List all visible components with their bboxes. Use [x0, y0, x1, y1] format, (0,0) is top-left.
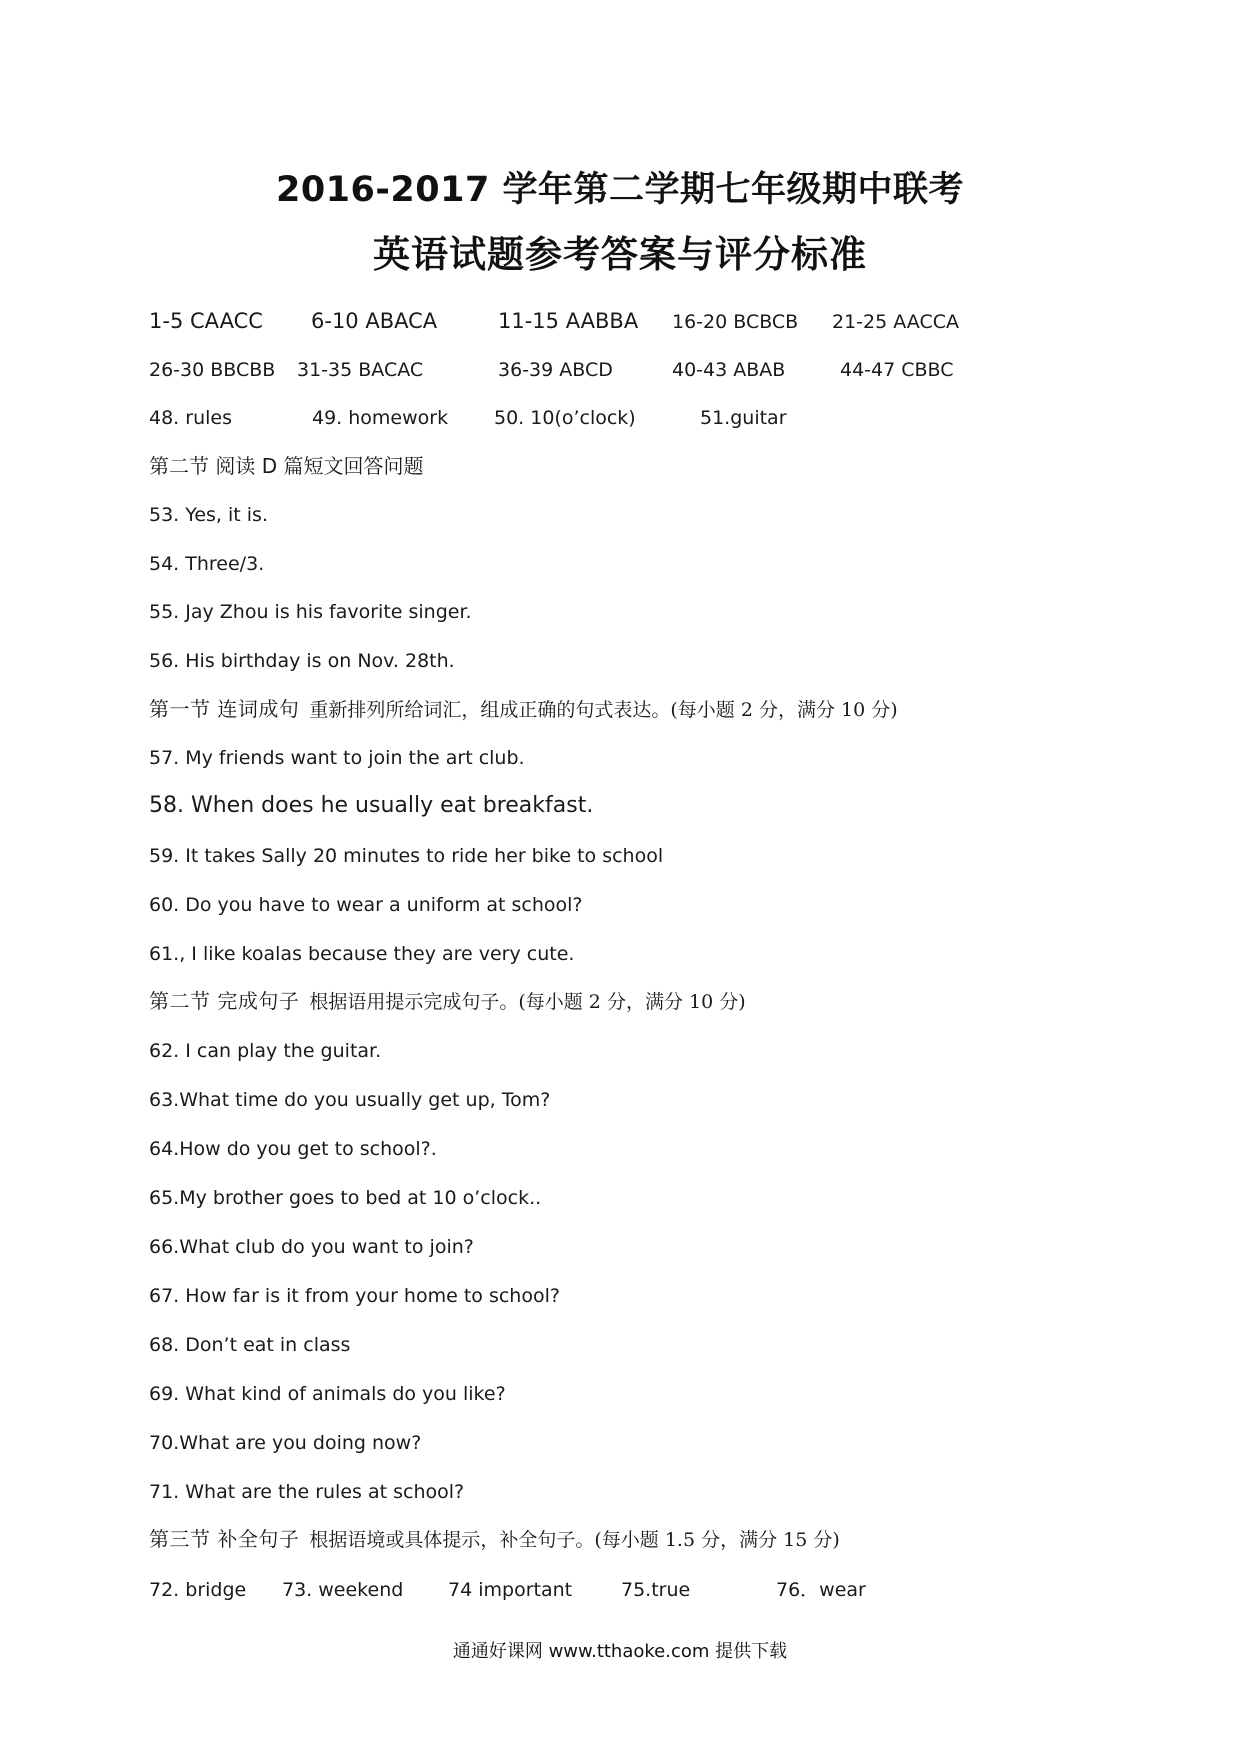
answer-cell: 11-15 AABBA: [498, 309, 639, 333]
answer-line: 62. I can play the guitar.: [149, 1040, 382, 1062]
answer-cell: 50. 10(o’clock): [494, 407, 636, 429]
section-description: 根据语用提示完成句子。(每小题 2 分，满分 10 分): [309, 991, 746, 1013]
answer-cell: 6-10 ABACA: [311, 309, 438, 333]
section-description: 根据语境或具体提示，补全句子。(每小题 1.5 分，满分 15 分): [309, 1529, 840, 1551]
answer-cell: 73. weekend: [282, 1579, 404, 1601]
answer-cell: 74 important: [448, 1579, 573, 1601]
section-head: 第二节 完成句子: [149, 989, 300, 1013]
answer-cell: 44-47 CBBC: [840, 359, 954, 381]
answer-line: 63.What time do you usually get up, Tom?: [149, 1089, 551, 1111]
answer-cell: 16-20 BCBCB: [672, 311, 799, 333]
document-title: 2016-2017 学年第二学期七年级期中联考: [275, 170, 965, 210]
answer-cell: 1-5 CAACC: [149, 309, 263, 333]
answer-line: 70.What are you doing now?: [149, 1432, 422, 1454]
answer-cell: 75.true: [621, 1579, 691, 1601]
answer-cell: 49. homework: [312, 407, 449, 429]
answer-line: 53. Yes, it is.: [149, 504, 268, 526]
answer-cell: 76．wear: [776, 1579, 866, 1601]
section-heading-word-order: [149, 697, 898, 722]
answer-line: 65.My brother goes to bed at 10 o’clock..: [149, 1187, 542, 1209]
answer-cell: 48. rules: [149, 407, 232, 429]
answer-line: 64.How do you get to school?.: [149, 1138, 437, 1160]
section-description: 重新排列所给词汇，组成正确的句式表达。(每小题 2 分，满分 10 分): [309, 699, 898, 721]
answer-cell: 72. bridge: [149, 1579, 247, 1601]
answer-line: 56. His birthday is on Nov. 28th.: [149, 650, 455, 672]
answer-cell: 40-43 ABAB: [672, 359, 786, 381]
answer-line: 60. Do you have to wear a uniform at school?: [149, 894, 583, 916]
document-subtitle: 英语试题参考答案与评分标准: [373, 233, 867, 276]
answer-line: 61., I like koalas because they are very cute.: [149, 943, 575, 965]
section-heading-reading: 第二节 阅读 D 篇短文回答问题: [149, 454, 424, 478]
answer-cell: 21-25 AACCA: [832, 311, 959, 333]
section-heading-complete: [149, 989, 746, 1014]
answer-line: 55. Jay Zhou is his favorite singer.: [149, 601, 472, 623]
answer-line: 68. Don’t eat in class: [149, 1334, 351, 1356]
answer-line: 59. It takes Sally 20 minutes to ride her bike to school: [149, 845, 664, 867]
answer-line: 54. Three/3.: [149, 553, 265, 575]
answer-cell: 26-30 BBCBB: [149, 359, 276, 381]
section-head: 第一节 连词成句: [149, 697, 300, 721]
section-heading-fill: [149, 1527, 840, 1552]
answer-line: 69. What kind of animals do you like?: [149, 1383, 506, 1405]
answer-cell: 31-35 BACAC: [297, 359, 424, 381]
answer-line: 67. How far is it from your home to school?: [149, 1285, 560, 1307]
answer-line: 66.What club do you want to join?: [149, 1236, 474, 1258]
section-head: 第三节 补全句子: [149, 1527, 300, 1551]
answer-line: 57. My friends want to join the art club.: [149, 747, 525, 769]
page-footer: 通通好课网 www.tthaoke.com 提供下载: [452, 1641, 788, 1662]
answer-cell: 36-39 ABCD: [498, 359, 613, 381]
answer-line: 71. What are the rules at school?: [149, 1481, 465, 1503]
answer-cell: 51.guitar: [700, 407, 787, 429]
answer-line: 58. When does he usually eat breakfast.: [149, 793, 594, 818]
